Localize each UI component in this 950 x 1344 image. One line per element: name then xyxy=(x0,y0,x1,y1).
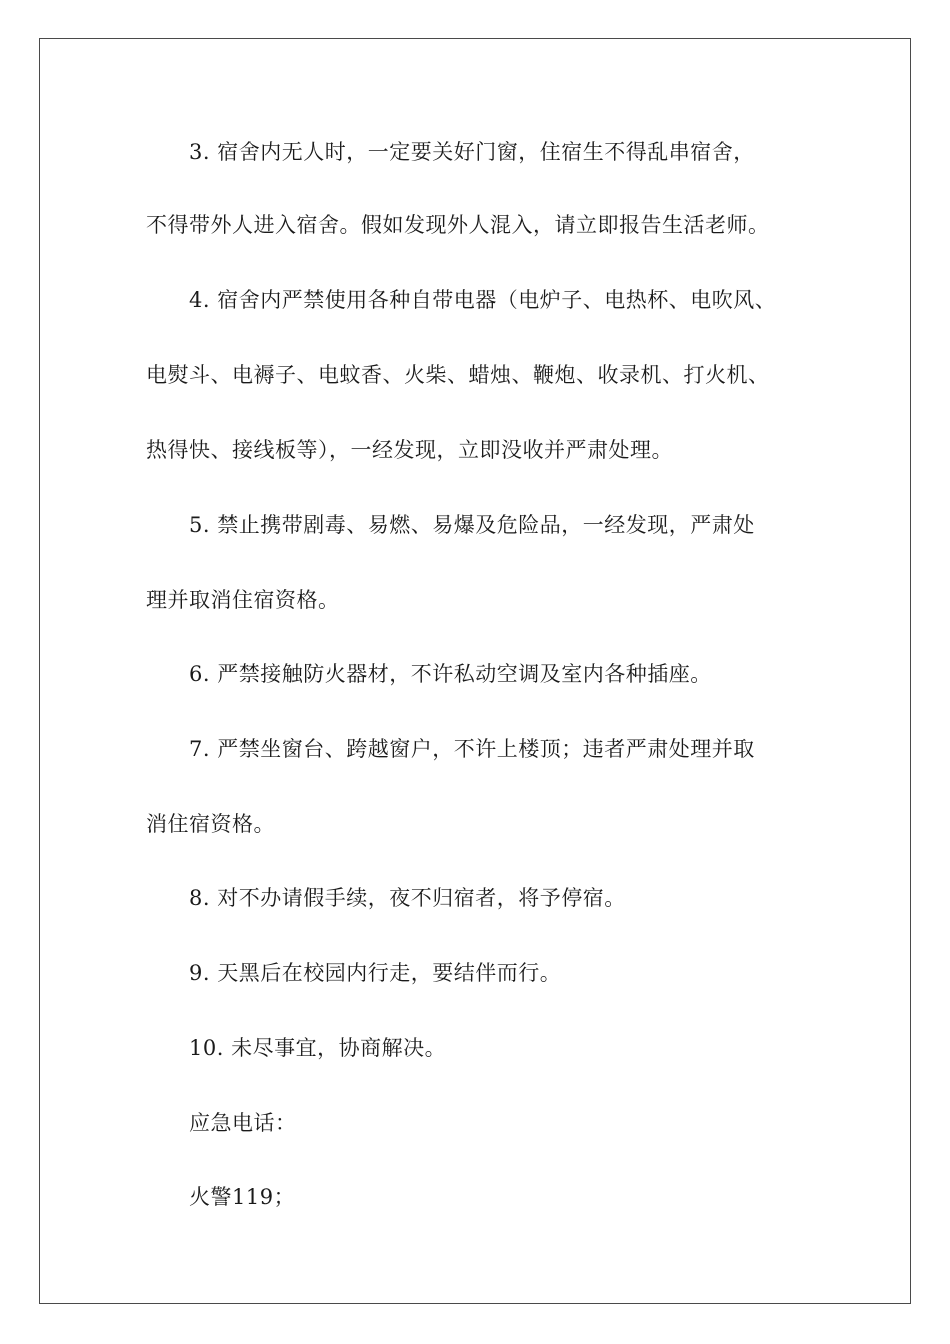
rule-4-line-3: 热得快、接线板等），一经发现，立即没收并严肃处理。 xyxy=(146,438,673,462)
rule-3-line-2: 不得带外人进入宿舍。假如发现外人混入，请立即报告生活老师。 xyxy=(146,213,770,237)
rule-5-line-1: 5. 禁止携带剧毒、易燃、易爆及危险品，一经发现，严肃处 xyxy=(189,513,755,537)
rule-6: 6. 严禁接触防火器材，不许私动空调及室内各种插座。 xyxy=(189,662,712,686)
emergency-phone-heading: 应急电话： xyxy=(189,1111,297,1135)
rule-7-line-2: 消住宿资格。 xyxy=(146,812,275,836)
rule-7-line-1: 7. 严禁坐窗台、跨越窗户，不许上楼顶；违者严肃处理并取 xyxy=(189,737,755,761)
rule-5-line-2: 理并取消住宿资格。 xyxy=(146,588,340,612)
rule-3-line-1: 3. 宿舍内无人时，一定要关好门窗，住宿生不得乱串宿舍， xyxy=(189,140,755,164)
rule-8: 8. 对不办请假手续，夜不归宿者，将予停宿。 xyxy=(189,886,626,910)
fire-alarm-number: 火警119； xyxy=(189,1185,296,1209)
rule-10: 10. 未尽事宜，协商解决。 xyxy=(189,1036,447,1060)
rule-4-line-2: 电熨斗、电褥子、电蚊香、火柴、蜡烛、鞭炮、收录机、打火机、 xyxy=(146,363,770,387)
rule-4-line-1: 4. 宿舍内严禁使用各种自带电器（电炉子、电热杯、电吹风、 xyxy=(189,288,777,312)
rule-9: 9. 天黑后在校园内行走，要结伴而行。 xyxy=(189,961,562,985)
